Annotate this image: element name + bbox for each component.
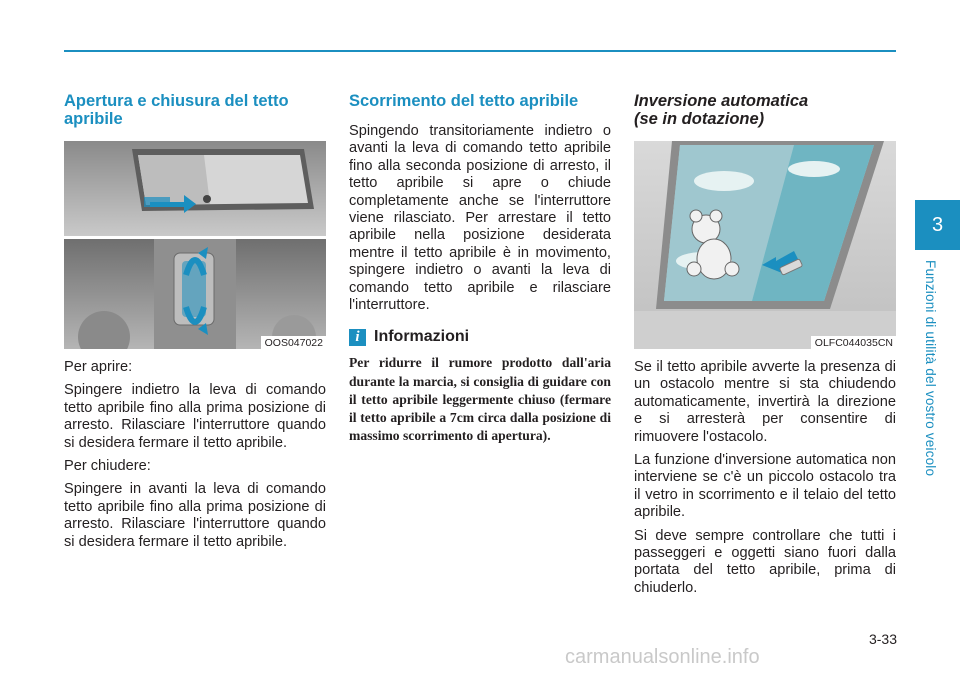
paragraph: Se il tetto apribile avverte la presenza di un ostacolo mentre si sta chiudendo automaticamente, invertirà la direzione e si arresterà per consentire di rimuovere l'ostacolo. xyxy=(634,359,896,445)
paragraph: Spingere indietro la leva di comando tetto apribile fino alla prima posizione di arresto. Rilasciare l'interruttore quando si desidera fermare il tetto apribile. xyxy=(64,382,326,451)
section-title-sliding: Scorrimento del tetto apribile xyxy=(349,92,579,110)
page-number: 3-33 xyxy=(868,631,897,647)
figure-code: OLFC044035CN xyxy=(811,336,896,349)
chapter-tab: 3 xyxy=(915,200,960,250)
section-title-auto-reverse xyxy=(634,92,896,128)
section-sliding xyxy=(349,92,611,445)
paragraph: Si deve sempre controllare che tutti i passeggeri e oggetti siano fuori dalla portata del tetto apribile, prima di chiuderlo. xyxy=(634,527,896,596)
info-icon: i xyxy=(349,329,366,346)
paragraph: Per aprire: xyxy=(64,359,133,375)
paragraph: Spingendo transitoriamente indietro o avanti la leva di comando tetto apribile fino alla seconda posizione di arresto, il tetto apribile si apre o chiude completamente anche se l'interruttore viene rilasciato. Per arrestare il tetto apribile nella posizione desiderata mentre il tetto apribile è in movimento, spingere indietro o avanti la leva di comando tetto apribile e rilasciare l'interruttore. xyxy=(349,123,611,314)
section-auto-reverse xyxy=(634,92,896,603)
paragraph: Spingere in avanti la leva di comando tetto apribile fino alla prima posizione di arresto. Rilasciare l'interruttore quando si desidera fermare il tetto apribile. xyxy=(64,481,326,550)
paragraph: La funzione d'inversione automatica non interviene se c'è un piccolo ostacolo tra il vetro in scorrimento e il telaio del tetto apribile. xyxy=(634,452,896,521)
title-line: (se in dotazione) xyxy=(634,110,765,128)
figure-auto-reverse xyxy=(634,141,896,349)
chapter-title-vertical: Funzioni di utilità del vostro veicolo xyxy=(923,260,938,477)
section-title-open-close: Apertura e chiusura del tetto apribile xyxy=(64,92,289,128)
top-rule xyxy=(64,50,896,52)
section-open-close xyxy=(64,92,326,557)
title-line: Inversione automatica xyxy=(634,92,809,110)
sunroof-switch-illustration xyxy=(64,141,326,349)
auto-reverse-illustration xyxy=(634,141,896,349)
info-title: Informazioni xyxy=(374,328,470,346)
figure-code: OOS047022 xyxy=(261,336,326,349)
figure-sunroof-switch xyxy=(64,141,326,349)
watermark: carmanualsonline.info xyxy=(565,646,760,668)
info-header xyxy=(349,328,611,346)
info-text: Per ridurre il rumore prodotto dall'aria durante la marcia, si consiglia di guidare con il tetto apribile leggermente chiuso (fermare il tetto apribile a 7cm circa dalla posizione di massimo scorrimento di apertura). xyxy=(349,355,611,443)
paragraph: Per chiudere: xyxy=(64,458,151,475)
